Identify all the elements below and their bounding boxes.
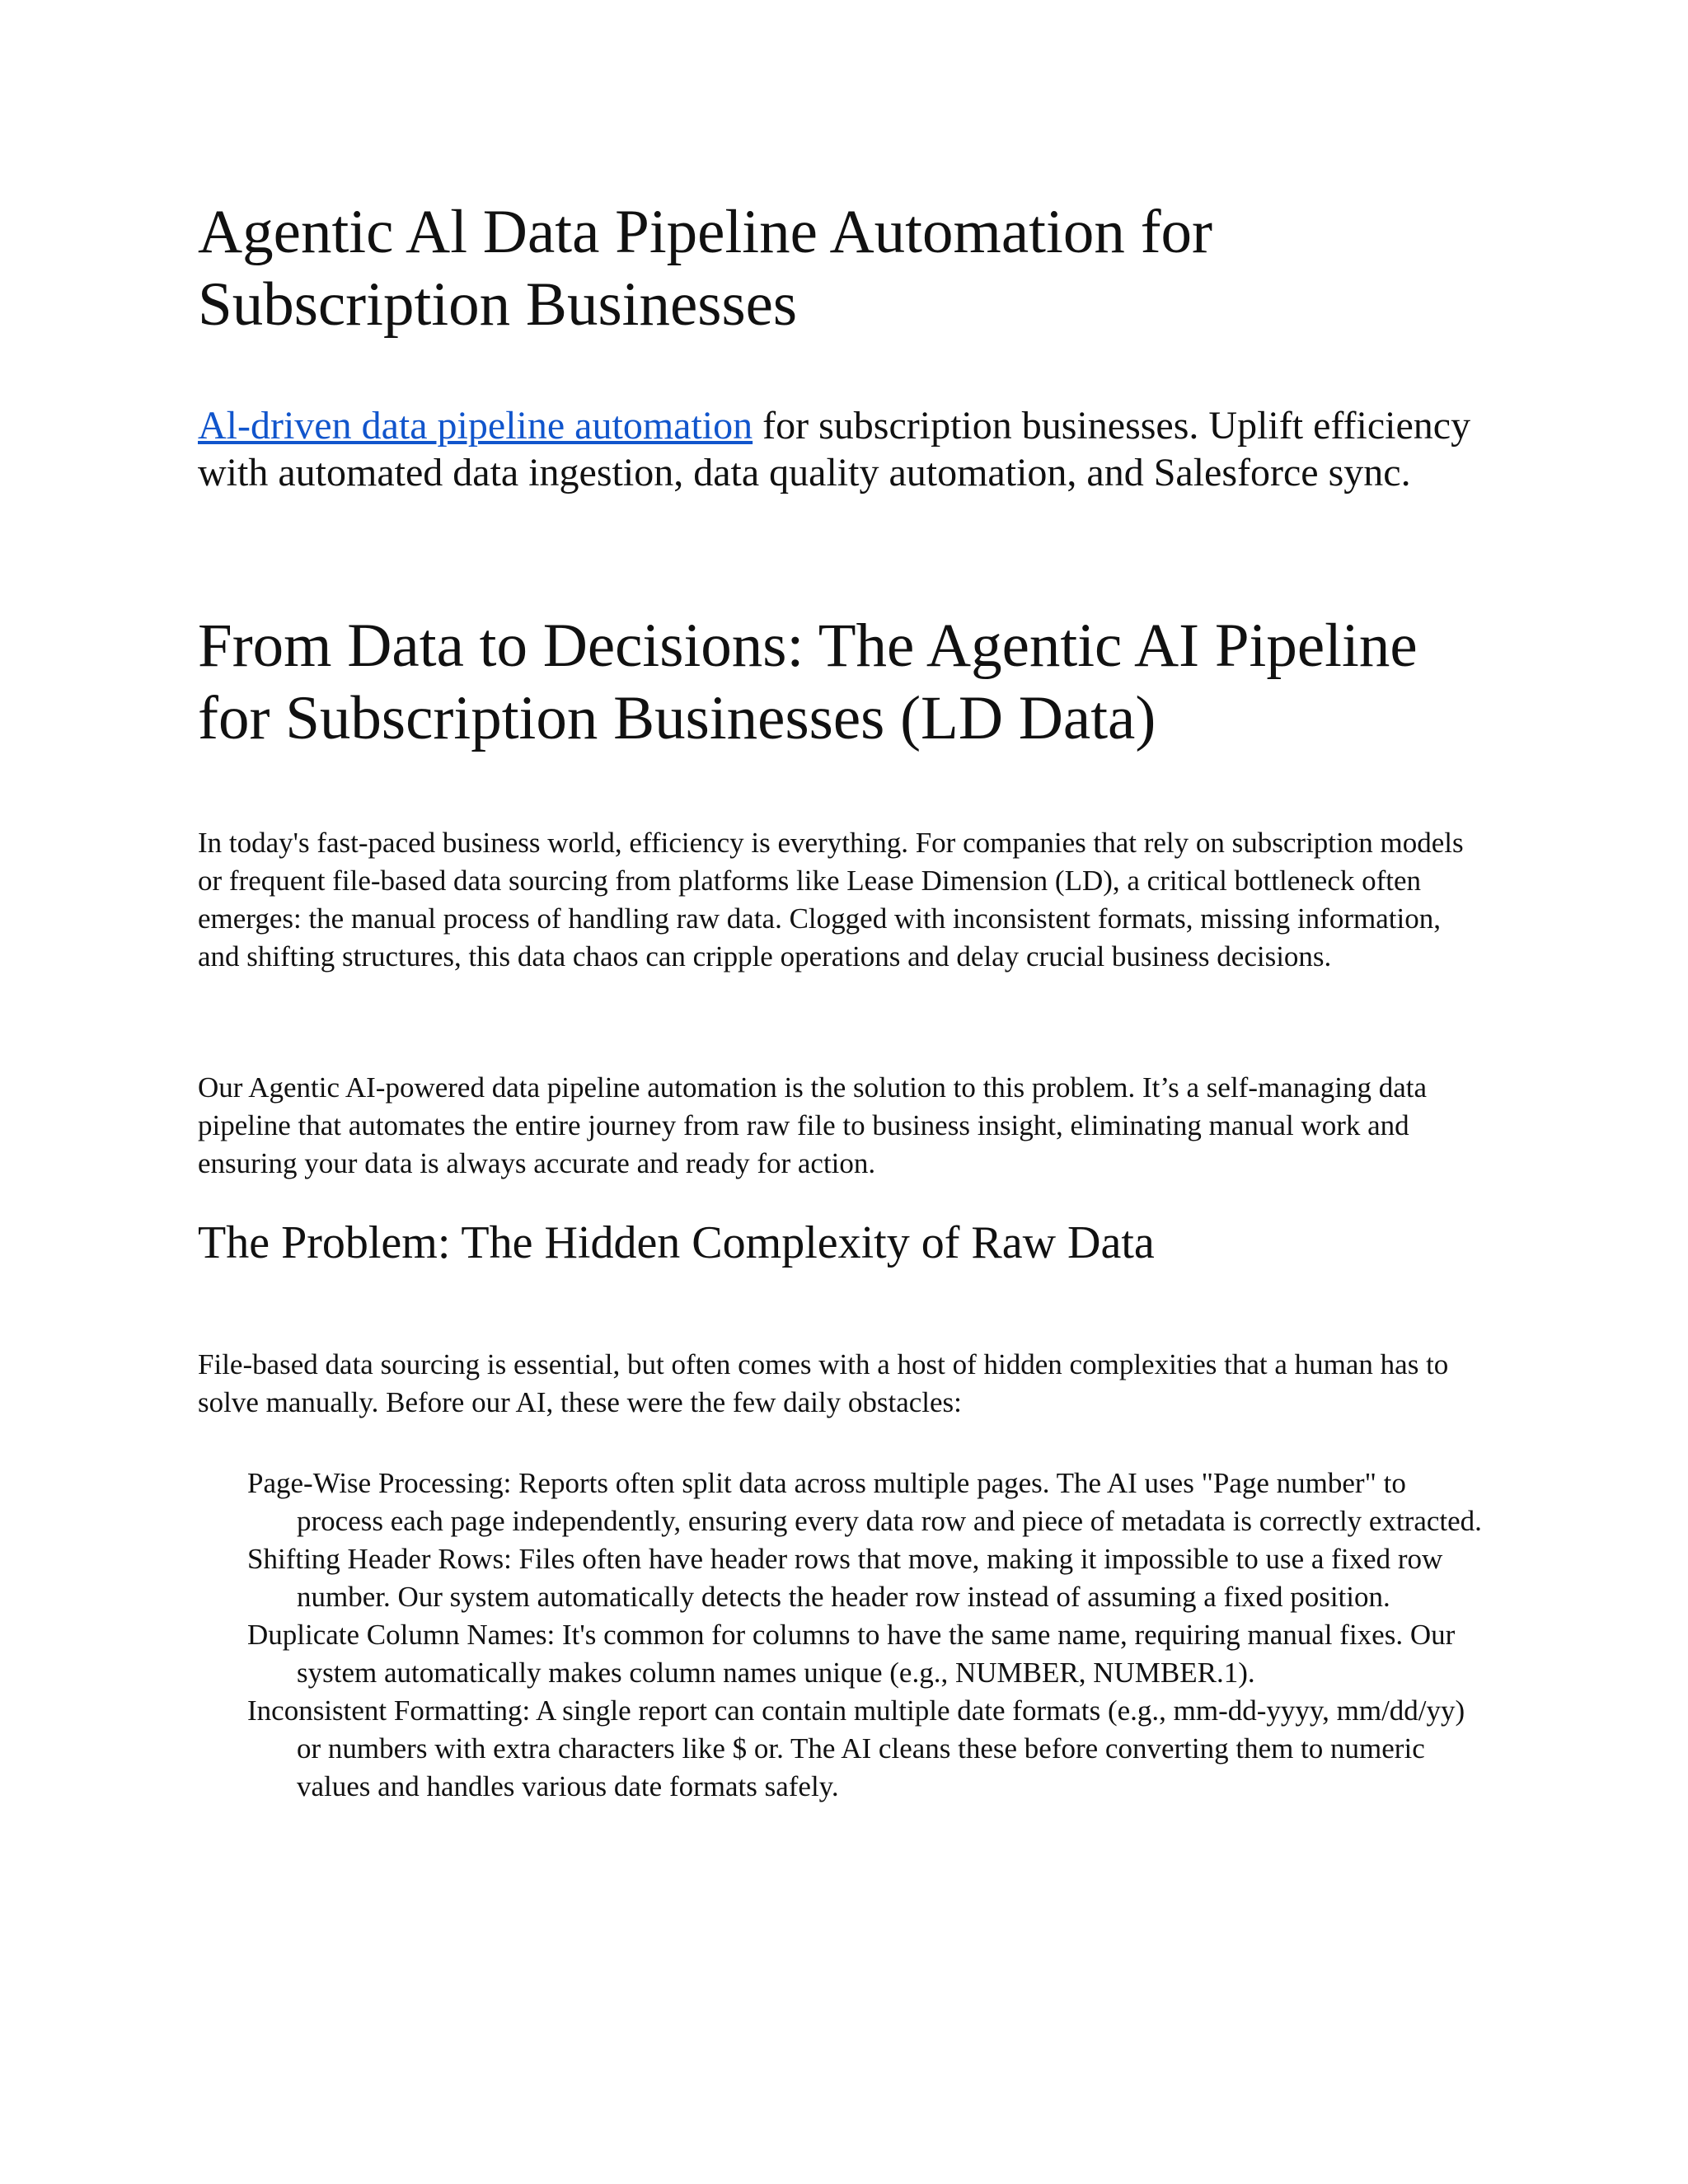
pipeline-automation-link[interactable]: Al-driven data pipeline automation bbox=[198, 404, 753, 448]
list-item: Page-Wise Processing: Reports often split data across multiple pages. The AI uses "Page number" to process each page independently, ensuring every data row and piece of metadata is correctly extracted. bbox=[247, 1467, 1482, 1537]
section-heading: From Data to Decisions: The Agentic AI Pipeline for Subscription Businesses (LD Data) bbox=[198, 612, 1418, 752]
obstacles-list bbox=[247, 1465, 1484, 1806]
list-item: Shifting Header Rows: Files often have header rows that move, making it impossible to use a fixed row number. Our system automatically detects the header row instead of assuming a fixed position. bbox=[247, 1543, 1443, 1613]
list-item: Inconsistent Formatting: A single report can contain multiple date formats (e.g., mm-dd-yyyy, mm/dd/yy) or numbers with extra characters like $ or. The AI cleans these before converting them to numeric values and handles various date formats safely. bbox=[247, 1694, 1465, 1802]
lead-paragraph bbox=[198, 402, 1484, 496]
intro-paragraph: In today's fast-paced business world, efficiency is everything. For companies that rely on subscription models or frequent file-based data sourcing from platforms like Lease Dimension (LD), a critical bottleneck often emerges: the manual process of handling raw data. Clogged with inconsistent formats, missing information, and shifting structures, this data chaos can cripple operations and delay crucial business decisions. bbox=[198, 827, 1464, 972]
list-item: Duplicate Column Names: It's common for columns to have the same name, requiring manual fixes. Our system automatically makes column names unique (e.g., NUMBER, NUMBER.1). bbox=[247, 1619, 1456, 1689]
solution-paragraph: Our Agentic AI-powered data pipeline automation is the solution to this problem. It’s a self-managing data pipeline that automates the entire journey from raw file to business insight, eliminating manual work and ensuring your data is always accurate and ready for action. bbox=[198, 1071, 1428, 1179]
lead-text: for subscription businesses. Uplift efficiency with automated data ingestion, data quality automation, and Salesforce sync. bbox=[198, 404, 1471, 494]
document-title: Agentic Al Data Pipeline Automation for Subscription Businesses bbox=[198, 198, 1213, 339]
problem-intro-paragraph: File-based data sourcing is essential, but often comes with a host of hidden complexities that a human has to solve manually. Before our AI, these were the few daily obstacles: bbox=[198, 1348, 1449, 1418]
problem-heading: The Problem: The Hidden Complexity of Raw Data bbox=[198, 1217, 1155, 1268]
